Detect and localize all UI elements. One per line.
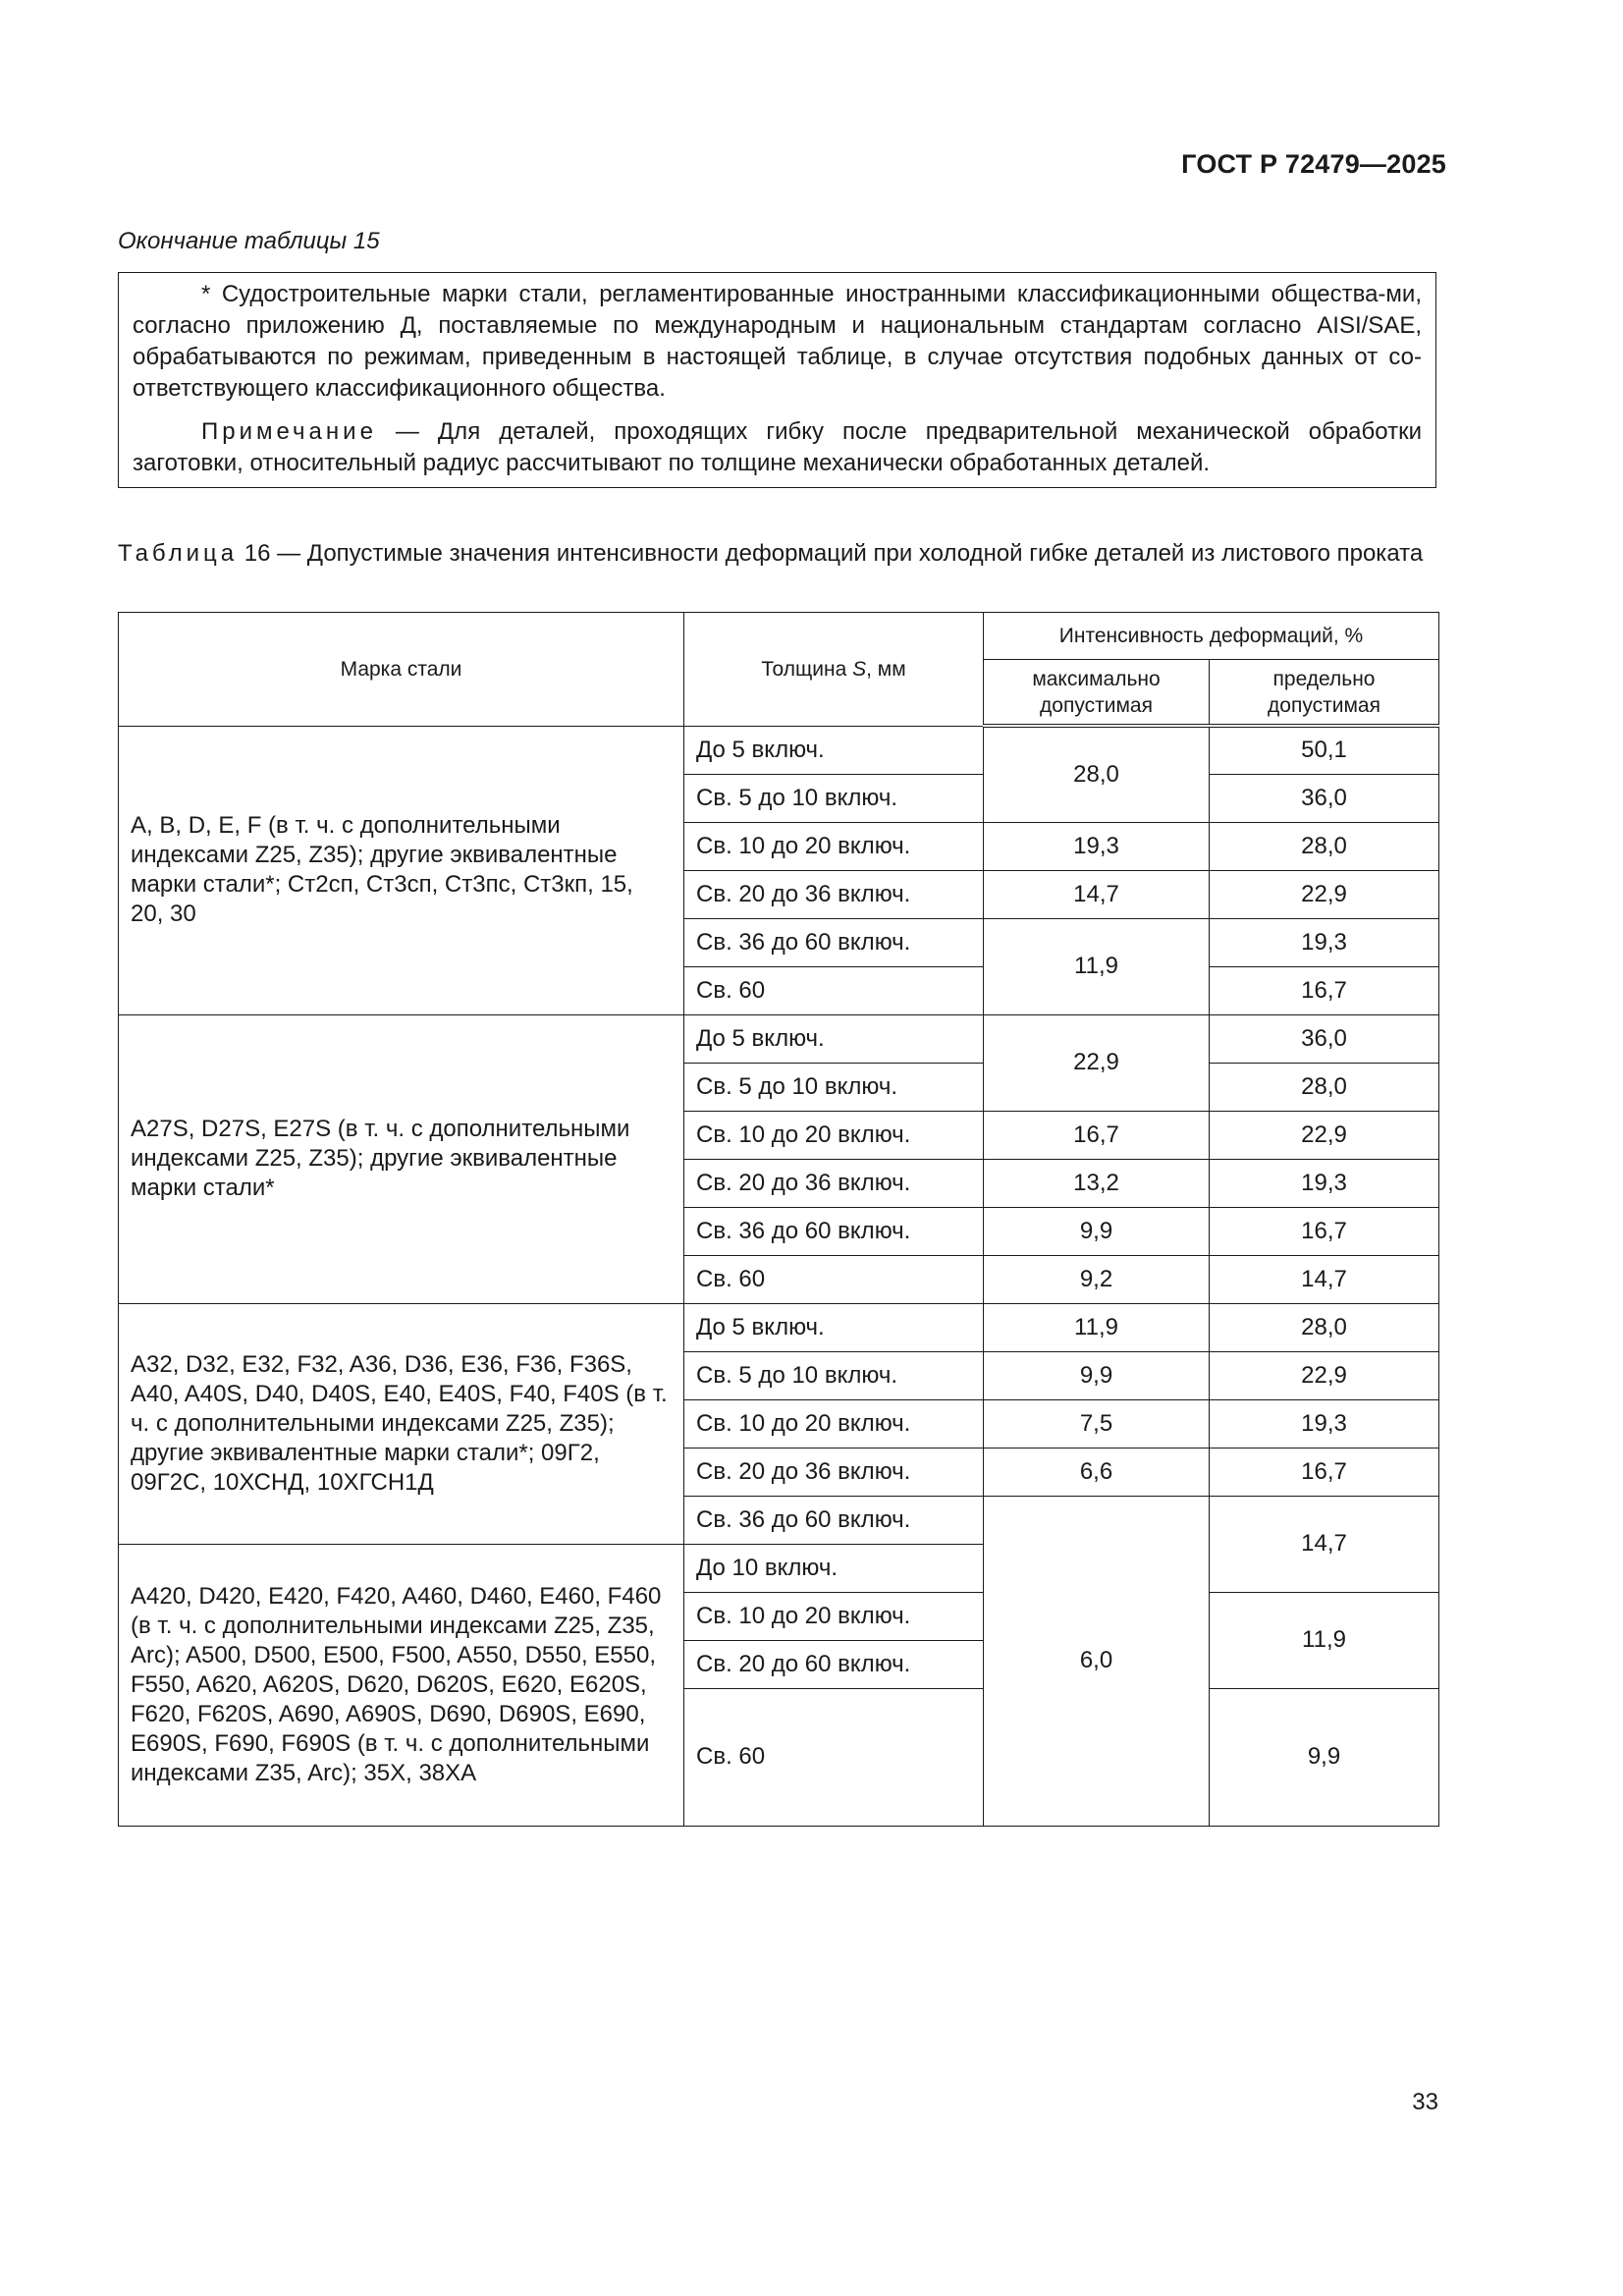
thickness-cell: Св. 10 до 20 включ. [684, 1399, 984, 1448]
limit-value-cell: 28,0 [1210, 1063, 1439, 1111]
table16 [118, 612, 1439, 1827]
max-value-cell: 6,0 [984, 1496, 1210, 1826]
max-value-cell: 9,2 [984, 1255, 1210, 1303]
limit-value-cell: 16,7 [1210, 1448, 1439, 1496]
limit-value-cell: 19,3 [1210, 918, 1439, 966]
table16-caption [118, 538, 1438, 570]
thickness-cell: До 10 включ. [684, 1544, 984, 1592]
thickness-cell: Св. 10 до 20 включ. [684, 1111, 984, 1159]
grade-cell: A27S, D27S, E27S (в т. ч. с дополнительными индексами Z25, Z35); другие эквивалентные марки стали* [119, 1014, 684, 1303]
continuation-title: Окончание таблицы 15 [118, 228, 380, 254]
header-limit-allowed: предельно допустимая [1210, 660, 1439, 727]
limit-value-cell: 22,9 [1210, 870, 1439, 918]
thickness-cell: Св. 36 до 60 включ. [684, 1496, 984, 1544]
header-max-allowed: максимально допустимая [984, 660, 1210, 727]
max-value-cell: 19,3 [984, 822, 1210, 870]
header-thickness: Толщина S, мм [684, 613, 984, 727]
note-text: — Для деталей, проходящих гибку после предварительной механической обработки заготовки, относительный радиус рассчитывают по толщине механически обработанных деталей. [133, 418, 1422, 476]
limit-value-cell: 16,7 [1210, 966, 1439, 1014]
limit-value-cell: 19,3 [1210, 1399, 1439, 1448]
note-label: Примечание [201, 418, 377, 445]
max-value-cell: 13,2 [984, 1159, 1210, 1207]
max-value-cell: 14,7 [984, 870, 1210, 918]
table-row [119, 1014, 1439, 1063]
limit-value-cell: 28,0 [1210, 822, 1439, 870]
thickness-cell: До 5 включ. [684, 726, 984, 774]
max-value-cell: 6,6 [984, 1448, 1210, 1496]
limit-value-cell: 22,9 [1210, 1351, 1439, 1399]
thickness-cell: Св. 60 [684, 966, 984, 1014]
max-value-cell: 28,0 [984, 726, 1210, 822]
thickness-cell: Св. 20 до 36 включ. [684, 1159, 984, 1207]
thickness-cell: До 5 включ. [684, 1303, 984, 1351]
limit-value-cell: 16,7 [1210, 1207, 1439, 1255]
limit-value-cell: 36,0 [1210, 1014, 1439, 1063]
grade-cell: A420, D420, E420, F420, A460, D460, E460, F460 (в т. ч. с дополнительными индексами Z25, Z35, Arc); A500, D500, E500, F500, A550, D550, E550, F550, A620, A620S, D620, D620S, E620, E620S, F620, F620S, A690, A690S, D690, D690S, E690, E690S, F690, F690S (в т. ч. с дополнительными индексами Z35, Arc); 35Х, 38ХА [119, 1544, 684, 1826]
limit-value-cell: 19,3 [1210, 1159, 1439, 1207]
table-row [119, 726, 1439, 774]
thickness-cell: Св. 10 до 20 включ. [684, 1592, 984, 1640]
thickness-cell: Св. 36 до 60 включ. [684, 918, 984, 966]
limit-value-cell: 9,9 [1210, 1688, 1439, 1826]
thickness-cell: Св. 5 до 10 включ. [684, 1351, 984, 1399]
footnote-text: * Судостроительные марки стали, регламентированные иностранными классификационными общества-ми, согласно приложению Д, поставляемые по международным и национальным стандартам согласно AISI/SAE, обрабатываются по режимам, приведенным в настоящей таблице, в случае отсутствия подобных данных от со-ответствующего классификационного общества. [133, 281, 1422, 402]
limit-value-cell: 36,0 [1210, 774, 1439, 822]
standard-code: ГОСТ Р 72479—2025 [1181, 149, 1446, 179]
thickness-cell: Св. 20 до 36 включ. [684, 870, 984, 918]
thickness-cell: Св. 5 до 10 включ. [684, 774, 984, 822]
thickness-cell: Св. 20 до 60 включ. [684, 1640, 984, 1688]
caption-text: 16 — Допустимые значения интенсивности деформаций при холодной гибке деталей из листового проката [238, 540, 1424, 567]
thickness-cell: Св. 36 до 60 включ. [684, 1207, 984, 1255]
thickness-cell: До 5 включ. [684, 1014, 984, 1063]
limit-value-cell: 14,7 [1210, 1496, 1439, 1592]
grade-cell: A32, D32, E32, F32, A36, D36, E36, F36, F36S, A40, A40S, D40, D40S, E40, E40S, F40, F40S (в т. ч. с дополнительными индексами Z25, Z35); другие эквивалентные марки стали*; 09Г2, 09Г2С, 10ХСНД, 10ХГСН1Д [119, 1303, 684, 1544]
max-value-cell: 11,9 [984, 1303, 1210, 1351]
grade-cell: A, B, D, E, F (в т. ч. с дополнительными индексами Z25, Z35); другие эквивалентные марки стали*; Ст2сп, Ст3сп, Ст3пс, Ст3кп, 15, 20, 30 [119, 726, 684, 1014]
note-paragraph [133, 416, 1422, 479]
thickness-cell: Св. 5 до 10 включ. [684, 1063, 984, 1111]
thickness-cell: Св. 10 до 20 включ. [684, 822, 984, 870]
max-value-cell: 9,9 [984, 1351, 1210, 1399]
header-grade: Марка стали [119, 613, 684, 727]
limit-value-cell: 11,9 [1210, 1592, 1439, 1688]
table-row [119, 1303, 1439, 1351]
thickness-cell: Св. 20 до 36 включ. [684, 1448, 984, 1496]
header-intensity: Интенсивность деформаций, % [984, 613, 1439, 660]
thickness-cell: Св. 60 [684, 1688, 984, 1826]
max-value-cell: 9,9 [984, 1207, 1210, 1255]
limit-value-cell: 14,7 [1210, 1255, 1439, 1303]
table15-footnote-box [118, 272, 1436, 488]
limit-value-cell: 22,9 [1210, 1111, 1439, 1159]
max-value-cell: 22,9 [984, 1014, 1210, 1111]
limit-value-cell: 28,0 [1210, 1303, 1439, 1351]
max-value-cell: 11,9 [984, 918, 1210, 1014]
max-value-cell: 16,7 [984, 1111, 1210, 1159]
limit-value-cell: 50,1 [1210, 726, 1439, 774]
page-number: 33 [1412, 2089, 1438, 2115]
max-value-cell: 7,5 [984, 1399, 1210, 1448]
thickness-cell: Св. 60 [684, 1255, 984, 1303]
caption-label: Таблица [118, 540, 239, 567]
